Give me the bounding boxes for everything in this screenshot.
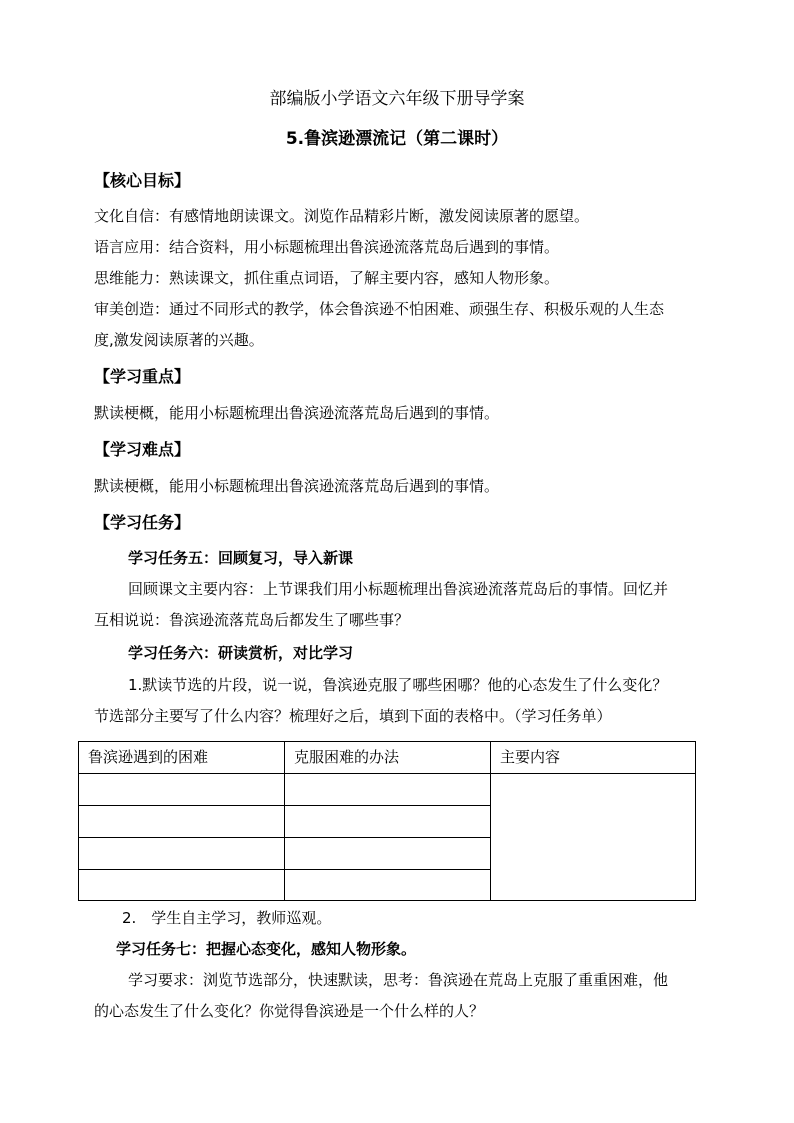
- objective-line: 语言应用：结合资料，用小标题梳理出鲁滨逊流落荒岛后遇到的事情。: [94, 238, 560, 256]
- section-heading-objectives: 【核心目标】: [94, 171, 191, 190]
- task7-title: 学习任务七：把握心态变化，感知人物形象。: [116, 940, 417, 958]
- table-row-divider: [79, 869, 491, 870]
- document-title: 部编版小学语文六年级下册导学案: [269, 89, 525, 109]
- task5-line: 互相说说：鲁滨逊流落荒岛后都发生了哪些事？: [94, 611, 410, 629]
- objective-line: 文化自信：有感情地朗读课文。浏览作品精彩片断，激发阅读原著的愿望。: [94, 207, 590, 225]
- table-header-main-content: 主要内容: [500, 748, 561, 766]
- task5-line: 回顾课文主要内容：上节课我们用小标题梳理出鲁滨逊流落荒岛后的事情。回忆并: [128, 580, 669, 598]
- task6-line: 1.默读节选的片段，说一说，鲁滨逊克服了哪些困哪？他的心态发生了什么变化？: [128, 676, 668, 694]
- table-header-solutions: 克服困难的办法: [294, 748, 400, 766]
- objective-line: 度,激发阅读原著的兴趣。: [94, 331, 264, 349]
- table-row-divider: [79, 773, 696, 774]
- table-row-divider: [79, 837, 491, 838]
- task5-title: 学习任务五：回顾复习，导入新课: [128, 549, 354, 567]
- section-heading-key-points: 【学习重点】: [94, 367, 191, 386]
- lesson-title: 5.鲁滨逊漂流记（第二课时）: [285, 129, 509, 149]
- objective-line: 审美创造：通过不同形式的教学，体会鲁滨逊不怕困难、顽强生存、积极乐观的人生态: [94, 300, 665, 318]
- table-header-difficulties: 鲁滨逊遇到的困难: [88, 748, 209, 766]
- table-column-divider: [284, 742, 285, 900]
- objective-line: 思维能力：熟读课文，抓住重点词语，了解主要内容，感知人物形象。: [94, 269, 560, 287]
- task-worksheet-table: [78, 741, 696, 901]
- section-heading-difficulties: 【学习难点】: [94, 440, 191, 459]
- difficulties-text: 默读梗概，能用小标题梳理出鲁滨逊流落荒岛后遇到的事情。: [94, 477, 500, 495]
- task6-title: 学习任务六：研读赏析，对比学习: [128, 644, 354, 662]
- table-column-divider: [490, 742, 491, 900]
- table-row-divider: [79, 805, 491, 806]
- task6-line: 节选部分主要写了什么内容？梳理好之后，填到下面的表格中。（学习任务单）: [94, 707, 612, 725]
- task7-line: 学习要求：浏览节选部分，快速默读，思考：鲁滨逊在荒岛上克服了重重困难，他: [128, 971, 669, 989]
- task7-line: 的心态发生了什么变化？你觉得鲁滨逊是一个什么样的人？: [94, 1002, 485, 1020]
- task6-item2: 2. 学生自主学习，教师巡观。: [122, 909, 332, 927]
- key-points-text: 默读梗概，能用小标题梳理出鲁滨逊流落荒岛后遇到的事情。: [94, 404, 500, 422]
- section-heading-tasks: 【学习任务】: [94, 513, 191, 532]
